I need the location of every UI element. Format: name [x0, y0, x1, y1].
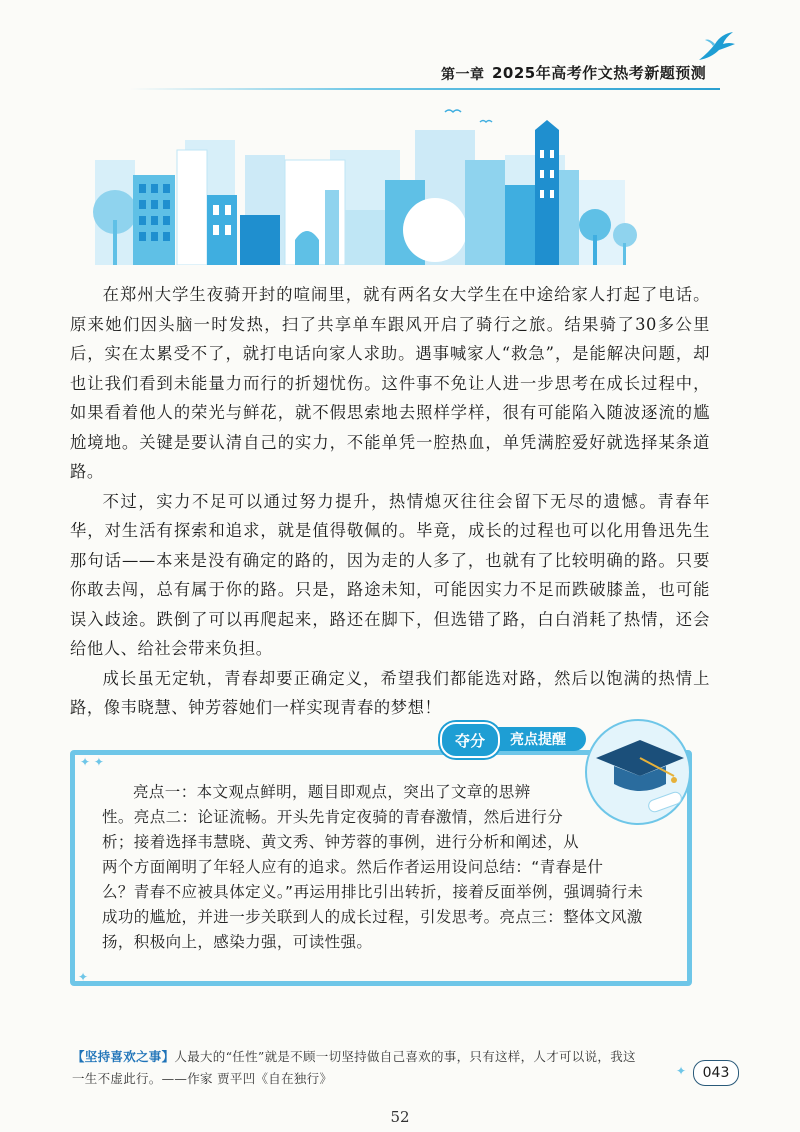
essay-paragraph: 成长虽无定轨，青春却要正确定义，希望我们都能选对路，然后以饱满的热情上路，像韦晓慧、钟芳蓉她们一样实现青春的梦想！ — [70, 668, 710, 717]
highlight-line: 么？青春不应被具体定义。”再运用排比引出转折，接着反面举例，强调骑行未 — [102, 883, 644, 901]
page-header — [0, 58, 800, 92]
city-skyline-illustration — [85, 100, 645, 265]
quote-text: 人最大的“任性”就是不顾一切坚持做自己喜欢的事，只有这样，人才可以说，我这 — [174, 1049, 636, 1064]
scan-page-number: 52 — [390, 1108, 410, 1126]
essay-body — [70, 280, 710, 723]
highlight-line: 成功的尴尬，并进一步关联到人的成长过程，引发思考。亮点三：整体文风激 — [102, 908, 643, 926]
highlight-line: 亮点一：本文观点鲜明，题目即观点，突出了文章的思辨 — [133, 783, 531, 801]
header-rule — [130, 88, 720, 90]
quote-text: 一生不虚此行。——作家 贾平凹《自在独行》 — [72, 1071, 333, 1086]
highlight-line: 两个方面阐明了年轻人应有的追求。然后作者运用设问总结：“青春是什 — [102, 858, 604, 876]
chapter-title: 2025年高考作文热考新题预测 — [492, 64, 707, 82]
highlights-label: 亮点提醒 — [490, 727, 586, 751]
essay-paragraph: 在郑州大学生夜骑开封的喧闹里，就有两名女大学生在中途给家人打起了电话。原来她们因头脑一时发热，扫了共享单车跟风开启了骑行之旅。结果骑了30多公里后，实在太累受不了，就打电话向家人求助。遇事喊家人“救急”，是能解决问题，却也让我们看到未能量力而行的折翅忧伤。这件事不免让人进一步思考在成长过程中，如果看着他人的荣光与鲜花，就不假思索地去照样学样，很有可能陷入随波逐流的尴尬境地。关键是要认清自己的实力，不能单凭一腔热血，单凭满腔爱好就选择某条道路。 — [70, 285, 710, 481]
swallow-bird-icon — [695, 30, 737, 66]
chapter-label: 第一章 — [441, 67, 485, 83]
highlight-line: 析；接着选择韦慧晓、黄文秀、钟芳蓉的事例，进行分析和阐述，从 — [102, 833, 580, 851]
highlight-line: 扬，积极向上，感染力强，可读性强。 — [102, 933, 373, 951]
highlights-text — [102, 780, 662, 955]
essay-paragraph: 不过，实力不足可以通过努力提升，热情熄灭往往会留下无尽的遗憾。青春年华，对生活有探索和追求，就是值得敬佩的。毕竟，成长的过程也可以化用鲁迅先生那句话——本来是没有确定的路的，因为走的人多了，也就有了比较明确的路。只要你敢去闯，总有属于你的路。只是，路途未知，可能因实力不足而跌破膝盖，也可能误入歧途。跌倒了可以再爬起来，路还在脚下，但选错了路，白白消耗了热情，还会给他人、给社会带来负担。 — [70, 491, 710, 658]
highlight-line: 性。亮点二：论证流畅。开头先肯定夜骑的青春激情，然后进行分 — [102, 808, 564, 826]
quote-tag: 【坚持喜欢之事】 — [72, 1049, 175, 1064]
footer-quote — [72, 1046, 662, 1090]
book-page-number: 043 — [693, 1060, 739, 1086]
sparkle-icon: ✦ — [78, 970, 89, 984]
sparkle-icon: ✦ ✦ — [80, 755, 104, 769]
sparkle-icon: ✦ — [676, 1064, 687, 1078]
badge-icon: 夺分 — [440, 722, 500, 758]
highlights-badge — [440, 722, 590, 754]
